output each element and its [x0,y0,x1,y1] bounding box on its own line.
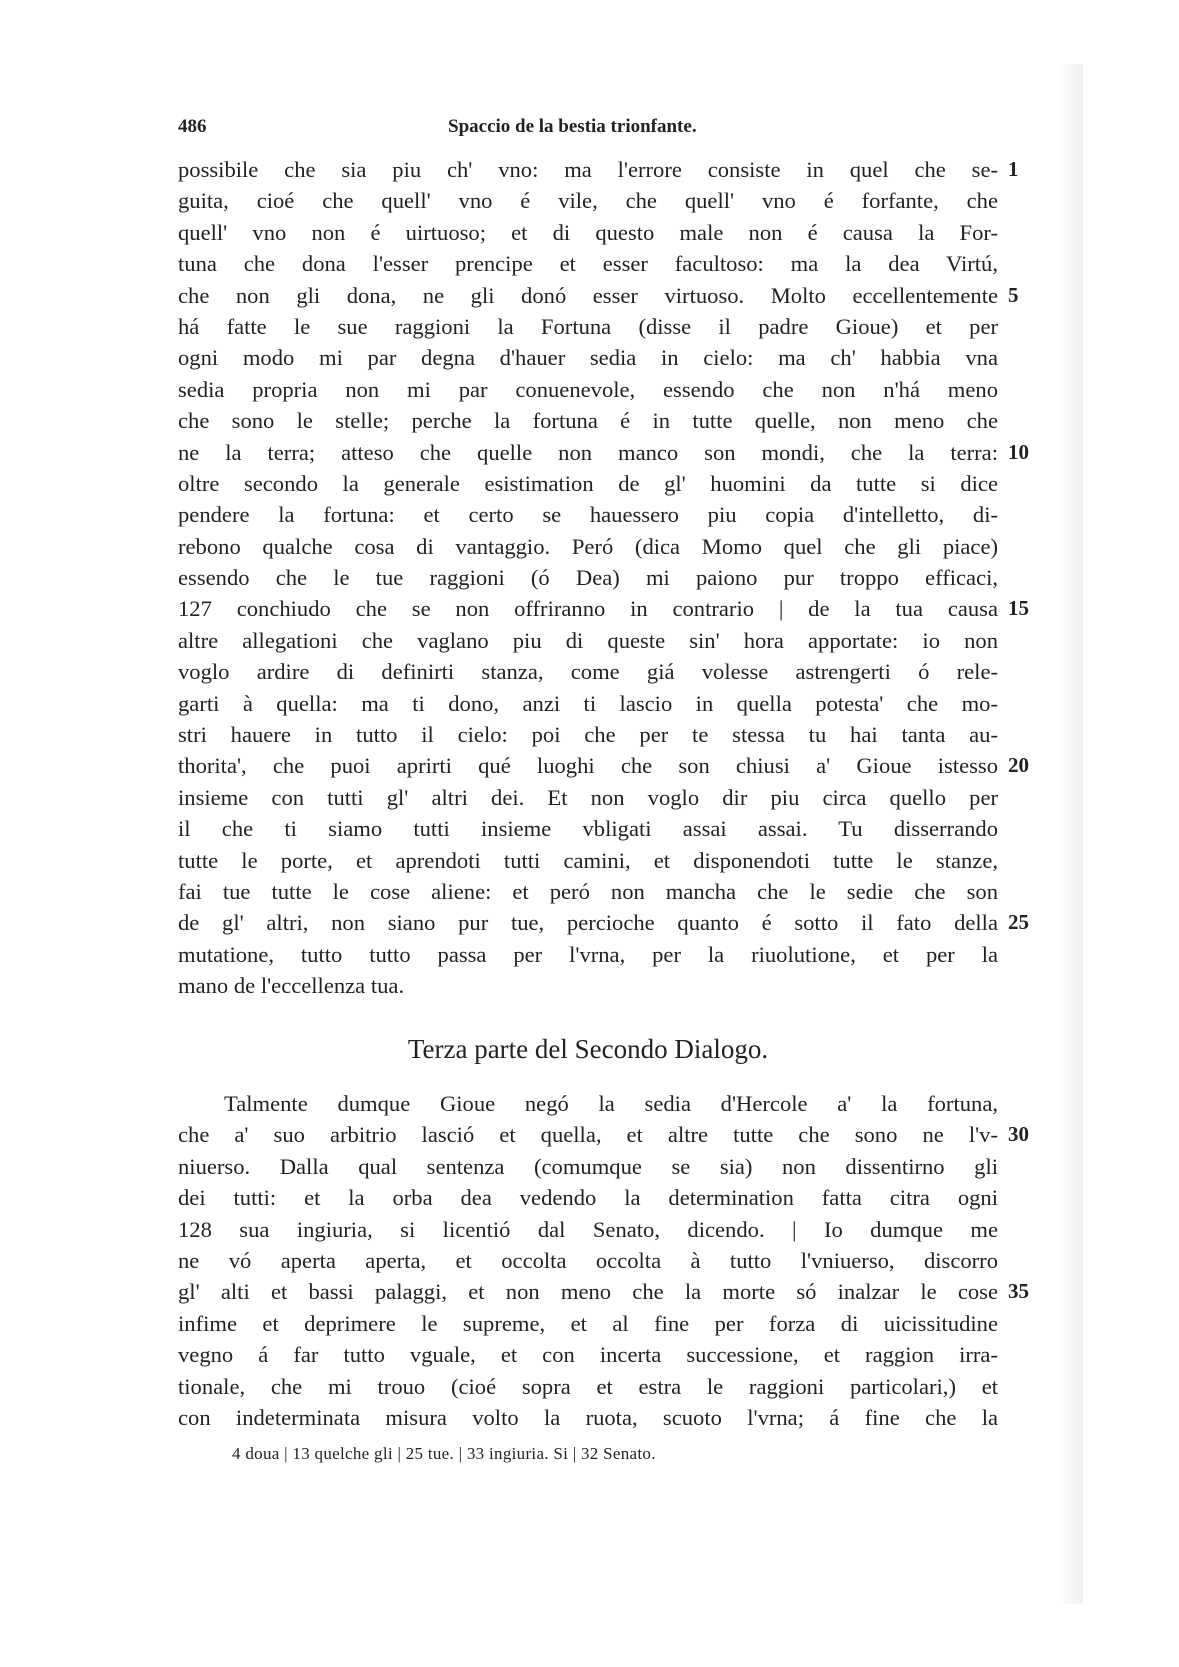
line-text: il che ti siamo tutti insieme vbligati assai assai. Tu disserrando [178,816,998,842]
text-line [178,1339,998,1370]
line-number: 35 [1008,1279,1029,1304]
text-line [178,1119,1029,1150]
line-text: tutte le porte, et aprendoti tutti camini, et disponendoti tutte le stanze, [178,847,998,873]
text-line [178,248,998,279]
text-line [178,562,998,593]
page-number: 486 [178,116,207,137]
body-text [178,154,1029,1002]
text-line [178,1088,998,1119]
footnotes: 4 doua | 13 quelche gli | 25 tue. | 33 ingiuria. Si | 32 Senato. [232,1444,656,1463]
text-line [178,311,998,342]
line-text: thorita', che puoi aprirti qué luoghi che son chiusi a' Gioue istesso [178,753,998,779]
text-line [178,1276,1029,1307]
text-line [178,845,998,876]
line-number: 15 [1008,596,1029,621]
line-text: há fatte le sue raggioni la Fortuna (disse il padre Gioue) et per [178,313,998,339]
line-text: oltre secondo la generale esistimation de gl' huomini da tutte si dice [178,470,998,496]
line-text: voglo ardire di definirti stanza, come giá volesse astrengerti ó rele- [178,659,998,685]
line-text: pendere la fortuna: et certo se hauessero piu copia d'intelletto, di- [178,502,998,528]
text-line [178,531,998,562]
line-text: possibile che sia piu ch' vno: ma l'errore consiste in quel che se- [178,157,998,182]
running-head [178,116,998,146]
text-line [178,782,998,813]
line-text: de gl' altri, non siano pur tue, percioche quanto é sotto il fato della [178,910,998,936]
text-line [178,625,998,656]
line-text: garti à quella: ma ti dono, anzi ti lascio in quella potesta' che mo- [178,690,998,716]
line-text: che a' suo arbitrio lasció et quella, et altre tutte che sono ne l'v- [178,1122,998,1148]
line-text: che non gli dona, ne gli donó esser virtuoso. Molto eccellentemente [178,282,998,308]
line-text: tionale, che mi trouo (cioé sopra et estra le raggioni particolari,) et [178,1373,998,1399]
text-line [178,813,998,844]
line-text: essendo che le tue raggioni (ó Dea) mi paiono pur troppo efficaci, [178,565,998,591]
text-line [178,280,1019,311]
line-text: Talmente dumque Gioue negó la sedia d'Hercole a' la fortuna, [224,1091,998,1116]
line-text: quell' vno non é uirtuoso; et di questo male non é causa la For- [178,219,998,245]
line-text: con indeterminata misura volto la ruota, scuoto l'vrna; á fine che la [178,1404,998,1430]
line-text: stri hauere in tutto il cielo: poi che per te stessa tu hai tanta au- [178,722,998,748]
line-text: altre allegationi che vaglano piu di queste sin' hora apportate: io non [178,627,998,653]
line-text: ne la terra; atteso che quelle non manco son mondi, che la terra: [178,439,998,465]
line-text: che sono le stelle; perche la fortuna é in tutte quelle, non meno che [178,408,998,434]
text-line [178,468,998,499]
line-text: mano de l'eccellenza tua. [178,973,405,999]
text-line [178,719,998,750]
page-edge-shadow [1057,64,1083,1604]
line-number: 20 [1008,753,1029,778]
line-text: sedia propria non mi par conuenevole, essendo che non n'há meno [178,376,998,402]
section-text [178,1088,1029,1433]
text-line [178,688,998,719]
line-text: 127 conchiudo che se non offriranno in contrario | de la tua causa [178,596,998,622]
text-line [178,342,998,373]
line-number: 1 [1008,157,1019,181]
text-line [178,499,998,530]
text-line [178,405,998,436]
line-text: rebono qualche cosa di vantaggio. Peró (dica Momo quel che gli piace) [178,533,998,559]
text-line [178,907,1029,938]
line-number: 30 [1008,1122,1029,1147]
line-number: 10 [1008,439,1029,464]
text-line [178,374,998,405]
line-text: fai tue tutte le cose aliene: et peró non mancha che le sedie che son [178,878,998,904]
section-heading: Terza parte del Secondo Dialogo. [407,1034,769,1064]
line-text: infime et deprimere le supreme, et al fine per forza di uicissitudine [178,1310,998,1336]
text-line [178,437,1029,468]
running-title: Spaccio de la bestia trionfante. [448,116,697,137]
text-line [178,1151,998,1182]
text-line [178,1308,998,1339]
text-line [178,750,1029,781]
line-text: insieme con tutti gl' altri dei. Et non voglo dir piu circa quello per [178,784,998,810]
text-line [178,970,998,1001]
text-line [178,1402,998,1433]
line-text: ne vó aperta aperta, et occolta occolta à tutto l'vniuerso, discorro [178,1247,998,1273]
text-line [178,1214,998,1245]
text-line [178,876,998,907]
line-number: 25 [1008,910,1029,935]
line-text: guita, cioé che quell' vno é vile, che quell' vno é forfante, che [178,188,998,214]
text-line [178,185,998,216]
line-number: 5 [1008,282,1019,307]
line-text: dei tutti: et la orba dea vedendo la determination fatta citra ogni [178,1185,998,1211]
text-line [178,593,1029,624]
text-line [178,1371,998,1402]
line-text: vegno á far tutto vguale, et con incerta successione, et raggion irra- [178,1342,998,1368]
text-line [178,217,998,248]
text-line [178,939,998,970]
text-line [178,1182,998,1213]
line-text: gl' alti et bassi palaggi, et non meno che la morte só inalzar le cose [178,1279,998,1305]
line-text: ogni modo mi par degna d'hauer sedia in cielo: ma ch' habbia vna [178,345,998,371]
line-text: tuna che dona l'esser prencipe et esser facultoso: ma la dea Virtú, [178,251,998,277]
line-text: niuerso. Dalla qual sentenza (comumque se sia) non dissentirno gli [178,1153,998,1179]
line-text: 128 sua ingiuria, si licentió dal Senato, dicendo. | Io dumque me [178,1216,998,1242]
line-text: mutatione, tutto tutto passa per l'vrna, per la riuolutione, et per la [178,941,998,967]
text-line [178,656,998,687]
text-line [178,154,1019,185]
text-line [178,1245,998,1276]
